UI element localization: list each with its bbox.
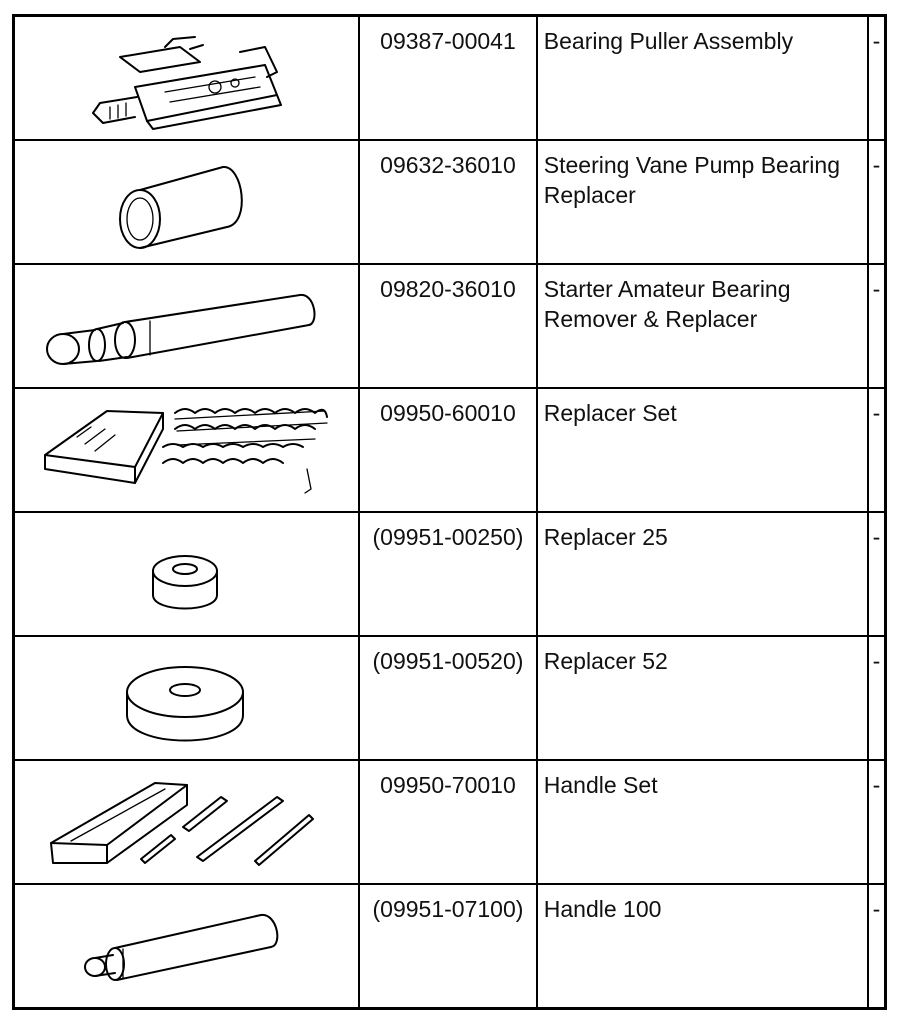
handle-bar-icon [15,885,353,1007]
note-cell: - [872,400,881,426]
note-cell: - [872,896,881,922]
part-number: 09387-00041 [380,28,516,54]
note-cell: - [872,524,881,550]
note-cell: - [872,28,881,54]
note-cell: - [872,648,881,674]
large-disc-replacer-icon [15,637,353,759]
tool-name: Replacer 25 [543,524,668,550]
part-number: 09950-60010 [380,400,516,426]
table-row [14,140,886,264]
part-number: 09632-36010 [380,152,516,178]
tool-illustration-cell [14,16,360,141]
tool-name: Steering Vane Pump Bearing Replacer [543,152,840,208]
part-number: 09950-70010 [380,772,516,798]
note-cell: - [872,772,881,798]
part-number: (09951-07100) [372,896,524,922]
handle-set-icon [15,761,353,883]
tool-name: Bearing Puller Assembly [543,28,794,54]
tool-illustration-cell [14,636,360,760]
tool-name: Handle Set [543,772,658,798]
tool-name: Replacer Set [543,400,677,426]
tool-name: Replacer 52 [543,648,668,674]
note-cell: - [872,152,881,178]
tool-illustration-cell [14,388,360,512]
tool-illustration-cell [14,512,360,636]
bearing-puller-icon [15,17,353,139]
tool-name: Starter Amateur Bearing Remover & Replacer [543,276,791,332]
small-disc-replacer-icon [15,513,353,635]
table-row [14,760,886,884]
tool-illustration-cell [14,140,360,264]
part-number: (09951-00520) [372,648,524,674]
tool-illustration-cell [14,264,360,388]
table-row [14,884,886,1009]
tool-illustration-cell [14,884,360,1009]
replacer-set-case-icon [15,389,353,511]
table-row [14,264,886,388]
tool-illustration-cell [14,760,360,884]
table-row [14,16,886,141]
tool-name: Handle 100 [543,896,662,922]
table-row [14,512,886,636]
note-cell: - [872,276,881,302]
table-row [14,388,886,512]
cylinder-sleeve-icon [15,141,353,263]
stepped-shaft-icon [15,265,353,387]
part-number: (09951-00250) [372,524,524,550]
table-row [14,636,886,760]
part-number: 09820-36010 [380,276,516,302]
special-tools-table [12,14,887,1010]
